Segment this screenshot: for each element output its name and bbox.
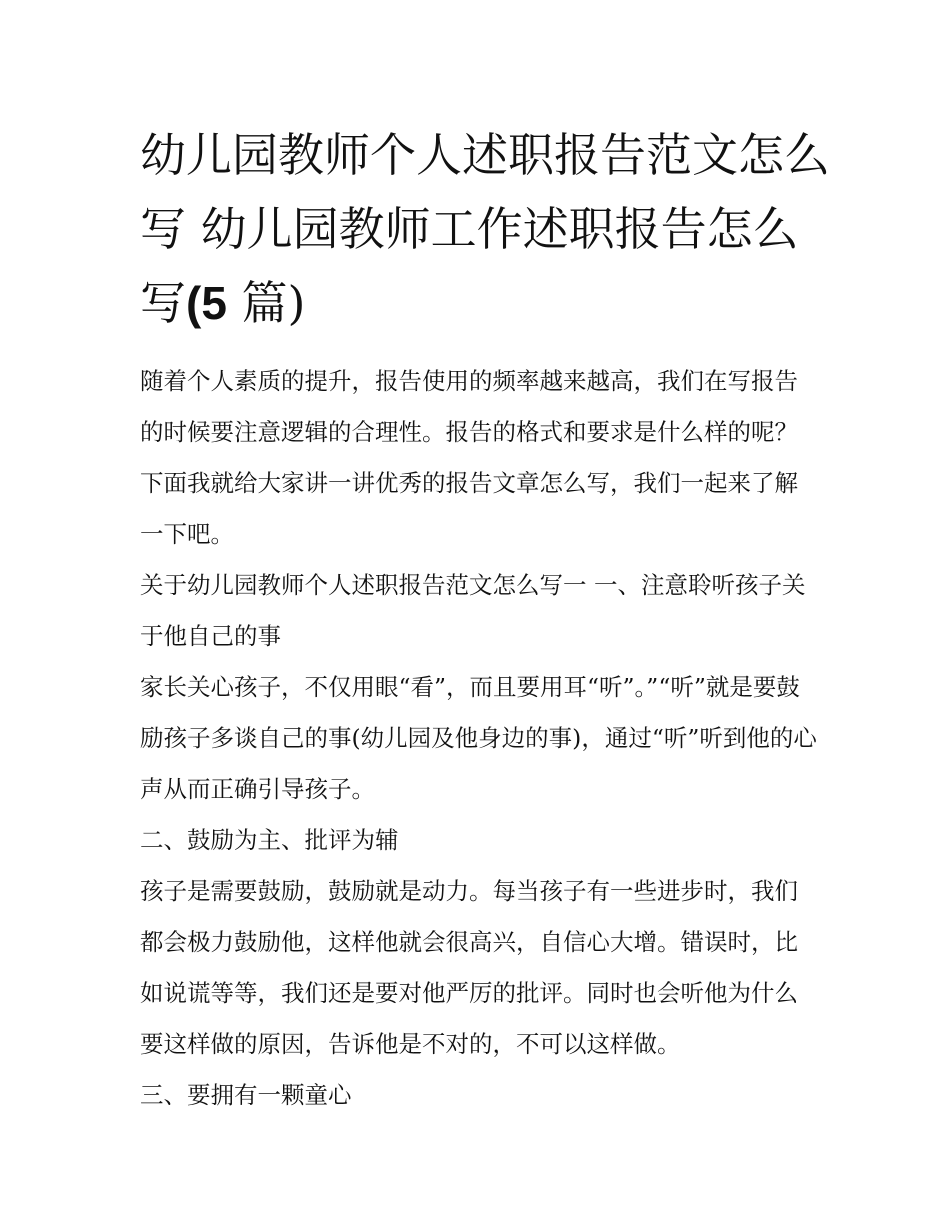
paragraph-section-heading-2: 二、鼓励为主、批评为辅 — [140, 826, 399, 854]
paragraph-section-heading-3: 三、要拥有一颗童心 — [140, 1081, 352, 1109]
paragraph-intro: 随着个人素质的提升，报告使用的频率越来越高，我们在写报告的时候要注意逻辑的合理性。报告的格式和要求是什么样的呢？下面我就给大家讲一讲优秀的报告文章怎么写，我们一起来了解一下吧。 — [140, 367, 798, 548]
title-count: (5 — [186, 277, 227, 329]
title-text: 幼儿园教师个人述职报告范文怎么写 幼儿园教师工作述职报告怎么写 — [140, 128, 830, 330]
title-count-unit: 篇) — [226, 276, 306, 330]
document-title — [140, 118, 830, 340]
paragraph-section-heading-1: 关于幼儿园教师个人述职报告范文怎么写一 一、注意聆听孩子关于他自己的事 — [140, 571, 806, 650]
document-body — [140, 356, 820, 1121]
paragraph-encourage: 孩子是需要鼓励，鼓励就是动力。每当孩子有一些进步时，我们都会极力鼓励他，这样他就会很高兴，自信心大增。错误时，比如说谎等等，我们还是要对他严厉的批评。同时也会听他为什么要这样做的原因，告诉他是不对的，不可以这样做。 — [140, 877, 798, 1058]
paragraph-listen: 家长关心孩子，不仅用眼“看”，而且要用耳“听”。”“听”就是要鼓励孩子多谈自己的事(幼儿园及他身边的事)，通过“听”听到他的心声从而正确引导孩子。 — [140, 673, 817, 803]
